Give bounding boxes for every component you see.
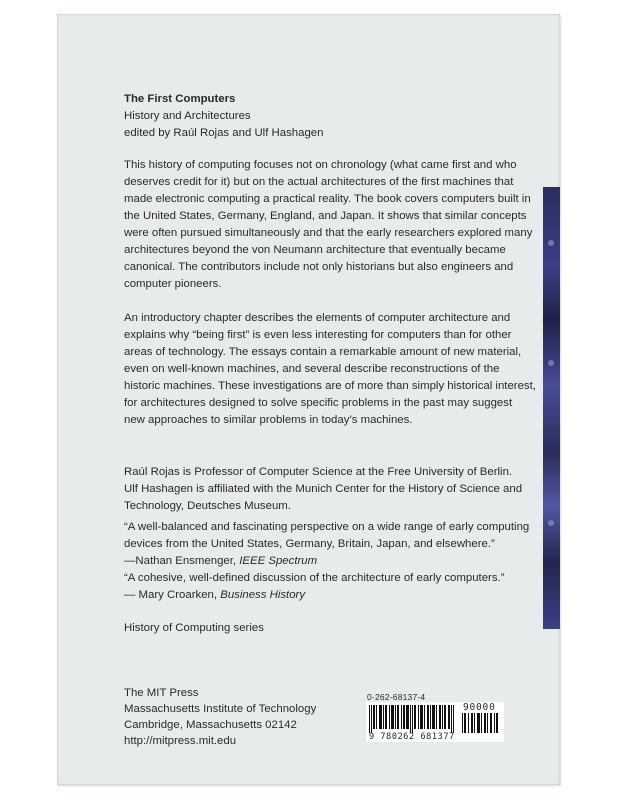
strip-highlight <box>548 240 554 246</box>
ean-number: 9 780262 681377 <box>369 732 455 742</box>
quote-text: “A cohesive, well-defined discussion of the architecture of early computers.” <box>124 572 505 584</box>
strip-highlight <box>548 520 554 526</box>
series-name: History of Computing series <box>124 622 264 634</box>
quote-author: —Nathan Ensmenger, <box>124 555 240 567</box>
description-paragraph: An introductory chapter describes the elements of computer architecture and explains why “being first” is even less interesting for computers than for other areas of technology. The essays contain a remarkable amount of new material, even on well-known machines, and several describe reconstructions of the historic machines. These investigations are of more than simply historical interest, for architectures designed to solve specific problems in the past may suggest new approaches to similar problems in today’s machines. <box>124 312 536 426</box>
review-quote <box>124 570 536 604</box>
quote-source: IEEE Spectrum <box>239 555 318 567</box>
isbn-number: 0-262-68137-4 <box>367 692 426 702</box>
review-quote <box>124 519 536 570</box>
cover-image-strip <box>543 187 560 629</box>
quote-author: — Mary Croarken, <box>124 589 221 601</box>
quote-source: Business History <box>220 589 306 601</box>
publisher-url: http://mitpress.mit.edu <box>124 735 237 747</box>
publisher-block <box>124 685 316 749</box>
book-editors: edited by Raúl Rojas and Ulf Hashagen <box>124 127 324 139</box>
strip-highlight <box>548 360 554 366</box>
quote-attribution <box>124 587 536 604</box>
book-subtitle: History and Architectures <box>124 110 251 122</box>
quote-attribution <box>124 553 536 570</box>
addon-barcode-bars <box>462 713 498 733</box>
book-title: The First Computers <box>124 93 236 105</box>
book-header <box>124 91 536 142</box>
description-paragraph: This history of computing focuses not on chronology (what came first and who deserves credit for it) but on the actual architectures of the first machines that made electronic computing a practical reality. The book covers computers built in the United States, Germany, England, and Japan. It shows that similar concepts were often pursued simultaneously and that the early researchers explored many architectures beyond the von Neumann architecture that eventually became canonical. The contributors include not only historians but also engineers and computer pioneers. <box>124 159 533 290</box>
bio-line: Ulf Hashagen is affiliated with the Munich Center for the History of Science and Technology, Deutsches Museum. <box>124 483 523 512</box>
publisher-name: The MIT Press <box>124 687 199 699</box>
addon-number: 90000 <box>463 702 496 713</box>
ean-barcode-bars <box>369 705 455 733</box>
bio-line: Raúl Rojas is Professor of Computer Science at the Free University of Berlin. <box>124 466 513 478</box>
quote-text: “A well-balanced and fascinating perspective on a wide range of early computing devices from the United States, Germany, Britain, Japan, and elsewhere.” <box>124 521 530 550</box>
author-bio <box>124 464 536 515</box>
publisher-institute: Massachusetts Institute of Technology <box>124 703 317 715</box>
publisher-address: Cambridge, Massachusetts 02142 <box>124 719 297 731</box>
